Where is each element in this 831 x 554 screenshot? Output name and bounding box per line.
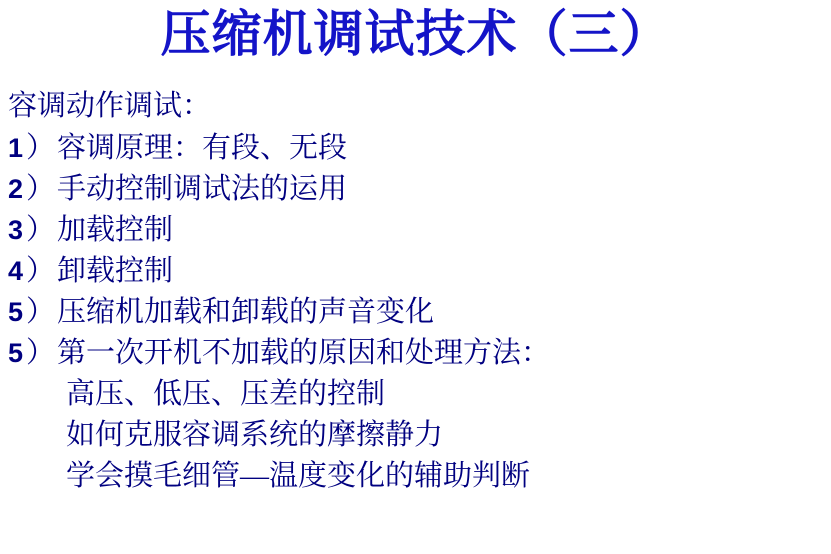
list-item xyxy=(8,128,823,169)
body-heading: 容调动作调试： xyxy=(8,90,212,122)
list-item-paren: ） xyxy=(26,255,56,287)
list-item-text: 第一次开机不加载的原因和处理方法： xyxy=(57,337,551,369)
list-item-text: 卸载控制 xyxy=(57,255,174,287)
list-item-text: 压缩机加载和卸载的声音变化 xyxy=(57,296,435,328)
list-item-text: 容调原理：有段、无段 xyxy=(57,132,348,164)
list-item-text: 手动控制调试法的运用 xyxy=(57,173,348,205)
slide-body xyxy=(8,86,823,497)
list-item xyxy=(8,292,823,333)
list-item-paren: ） xyxy=(26,337,56,369)
list-item-number: 2 xyxy=(8,174,24,204)
list-item-text: 加载控制 xyxy=(57,214,174,246)
list-item-paren: ） xyxy=(26,132,56,164)
list-item-number: 5 xyxy=(8,297,24,327)
sub-line: 如何克服容调系统的摩擦静力 xyxy=(66,419,444,451)
list-item xyxy=(8,210,823,251)
list-item xyxy=(8,251,823,292)
list-item-number: 1 xyxy=(8,133,24,163)
list-item xyxy=(8,169,823,210)
list-item-paren: ） xyxy=(26,296,56,328)
list-item-number: 5 xyxy=(8,338,24,368)
sub-line: 学会摸毛细管—温度变化的辅助判断 xyxy=(66,460,531,492)
list-item-paren: ） xyxy=(26,173,56,205)
list-item-number: 4 xyxy=(8,256,24,286)
list-item xyxy=(8,333,823,374)
sub-line: 高压、低压、压差的控制 xyxy=(66,378,386,410)
page-title: 压缩机调试技术（三） xyxy=(160,6,671,62)
list-item-number: 3 xyxy=(8,215,24,245)
list-item-paren: ） xyxy=(26,214,56,246)
